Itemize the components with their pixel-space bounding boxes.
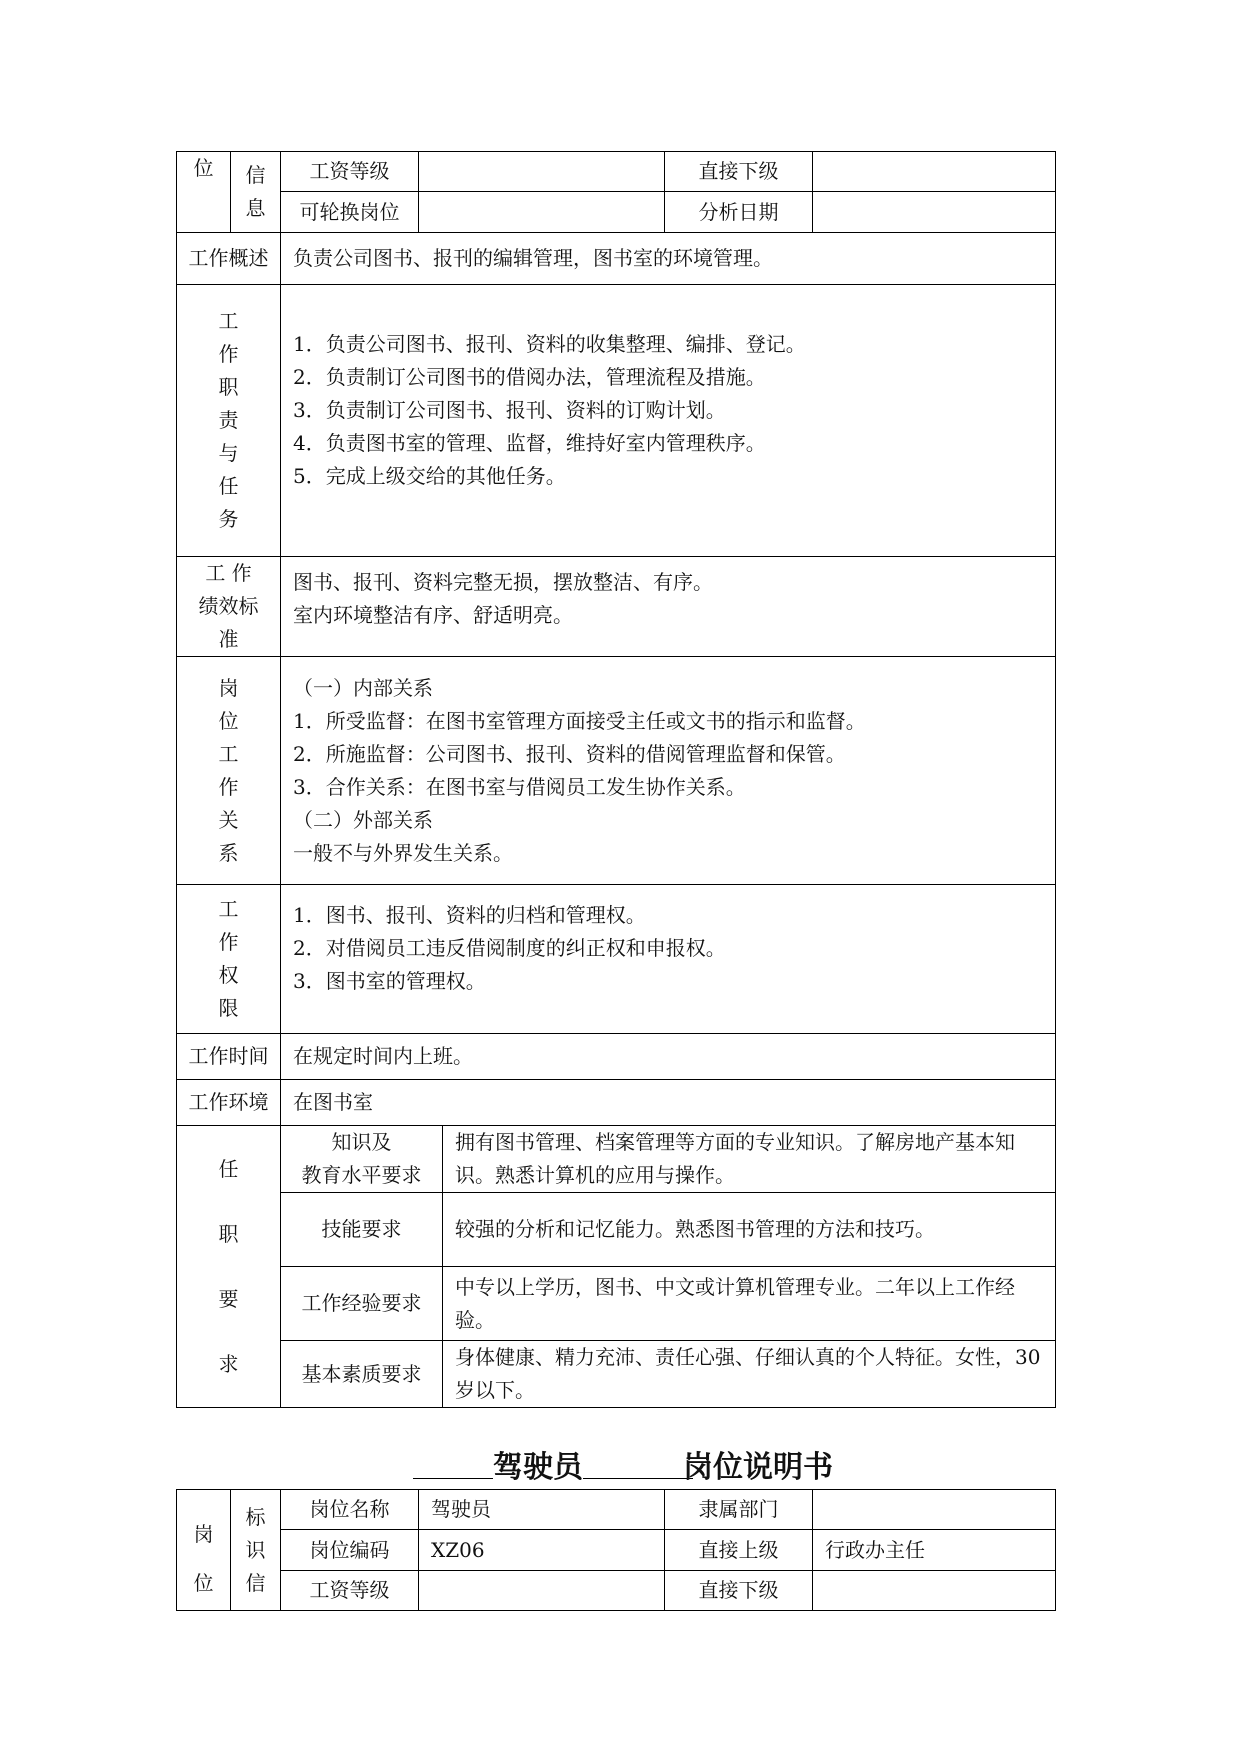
position-code-value: XZ06 [419, 1530, 665, 1571]
performance-label: 工 作 绩效标 准 [177, 557, 281, 657]
list-item: 2．负责制订公司图书的借阅办法，管理流程及措施。 [293, 365, 766, 389]
quality-req-label: 基本素质要求 [281, 1341, 443, 1408]
rotation-position-label: 可轮换岗位 [281, 192, 419, 233]
direct-subordinate-value [813, 152, 1056, 192]
side-label-position: 岗 位 [177, 1490, 231, 1611]
position-name-value: 驾驶员 [419, 1490, 665, 1530]
analysis-date-value [813, 192, 1056, 233]
work-overview-label: 工作概述 [177, 233, 281, 285]
salary-grade-value [419, 152, 665, 192]
duties-label: 工 作 职 责 与 任 务 [177, 285, 281, 557]
experience-req-text: 中专以上学历，图书、中文或计算机管理专业。二年以上工作经验。 [443, 1267, 1056, 1341]
department-label: 隶属部门 [665, 1490, 813, 1530]
relations-label: 岗 位 工 作 关 系 [177, 657, 281, 885]
position-code-label: 岗位编码 [281, 1530, 419, 1571]
work-overview-text: 负责公司图书、报刊的编辑管理，图书室的环境管理。 [281, 233, 1056, 285]
list-item: 3．负责制订公司图书、报刊、资料的订购计划。 [293, 398, 726, 422]
position-name-label: 岗位名称 [281, 1490, 419, 1530]
list-item: 1．负责公司图书、报刊、资料的收集整理、编排、登记。 [293, 332, 806, 356]
direct-subordinate-label: 直接下级 [665, 1571, 813, 1611]
experience-req-label: 工作经验要求 [281, 1267, 443, 1341]
skill-req-text: 较强的分析和记忆能力。熟悉图书管理的方法和技巧。 [443, 1193, 1056, 1267]
salary-grade-label: 工资等级 [281, 152, 419, 192]
department-value [813, 1490, 1056, 1530]
side-label-info: 信 息 [231, 152, 281, 233]
list-item: 5．完成上级交给的其他任务。 [293, 464, 566, 488]
performance-text: 图书、报刊、资料完整无损，摆放整洁、有序。 室内环境整洁有序、舒适明亮。 [281, 557, 1056, 657]
title-doc-name: 岗位说明书 [683, 1450, 833, 1485]
driver-info-table [176, 1489, 1056, 1611]
title-underline [583, 1478, 693, 1479]
side-label-identity: 标 识 信 [231, 1490, 281, 1611]
education-req-label: 知识及 教育水平要求 [281, 1126, 443, 1193]
quality-req-text: 身体健康、精力充沛、责任心强、仔细认真的个人特征。女性，30岁以下。 [443, 1341, 1056, 1408]
work-time-text: 在规定时间内上班。 [281, 1034, 1056, 1080]
direct-subordinate-value [813, 1571, 1056, 1611]
rotation-position-value [419, 192, 665, 233]
side-label-position: 位 [177, 152, 231, 233]
salary-grade-label: 工资等级 [281, 1571, 419, 1611]
direct-superior-value: 行政办主任 [813, 1530, 1056, 1571]
requirements-label: 任 职 要 求 [177, 1126, 281, 1408]
authority-label: 工 作 权 限 [177, 885, 281, 1034]
direct-subordinate-label: 直接下级 [665, 152, 813, 192]
work-env-text: 在图书室 [281, 1080, 1056, 1126]
section-title [413, 1442, 1133, 1485]
education-req-text: 拥有图书管理、档案管理等方面的专业知识。了解房地产基本知识。熟悉计算机的应用与操作。 [443, 1126, 1056, 1193]
skill-req-label: 技能要求 [281, 1193, 443, 1267]
analysis-date-label: 分析日期 [665, 192, 813, 233]
list-item: 4．负责图书室的管理、监督，维持好室内管理秩序。 [293, 431, 766, 455]
duties-list [281, 285, 1056, 557]
title-underline [413, 1478, 493, 1479]
work-env-label: 工作环境 [177, 1080, 281, 1126]
direct-superior-label: 直接上级 [665, 1530, 813, 1571]
title-position-name: 驾驶员 [493, 1450, 583, 1485]
salary-grade-value [419, 1571, 665, 1611]
authority-text: 1．图书、报刊、资料的归档和管理权。 2．对借阅员工违反借阅制度的纠正权和申报权。 3．图书室的管理权。 [281, 885, 1056, 1034]
work-time-label: 工作时间 [177, 1034, 281, 1080]
relations-text: （一）内部关系 1．所受监督：在图书室管理方面接受主任或文书的指示和监督。 2．所施监督：公司图书、报刊、资料的借阅管理监督和保管。 3．合作关系：在图书室与借阅员工发生协作关系。 （二）外部关系 一般不与外界发生关系。 [281, 657, 1056, 885]
job-description-table [176, 151, 1056, 1408]
